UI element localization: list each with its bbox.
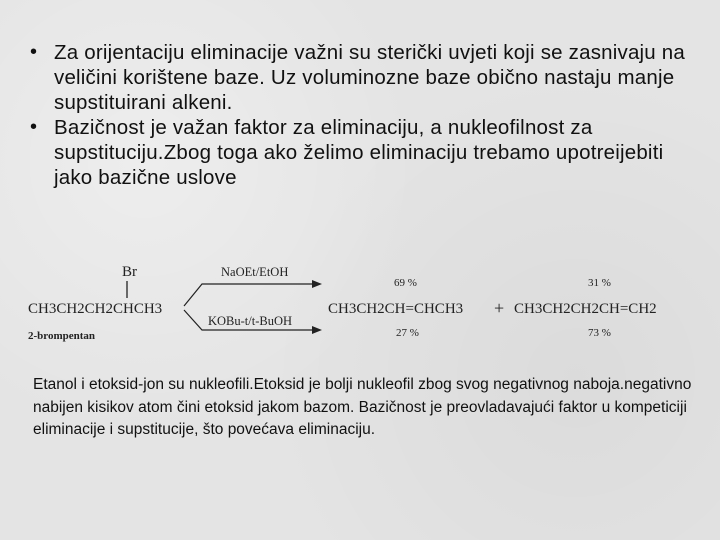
top-arrowhead — [312, 280, 322, 288]
reactant-formula: CH3CH2CH2CHCH3 — [28, 301, 163, 317]
reagent-bottom: KOBu-t/t-BuOH — [208, 314, 293, 328]
product2-yield-top: 31 % — [588, 277, 611, 289]
bullet-text: Bazičnost je važan faktor za eliminaciju, a nukleofilnost za supstituciju.Zbog toga ako želimo eliminaciju trebamo upotreijebiti jako bazične uslove — [54, 116, 664, 189]
product1-yield-top: 69 % — [394, 277, 417, 289]
bullet-text: Za orijentaciju eliminacije važni su sterički uvjeti koji se zasnivaju na veličini korištene baze. Uz voluminozne baze obično nastaju manje supstituirani alkeni. — [54, 41, 686, 114]
top-arrow — [184, 284, 316, 306]
bottom-arrowhead — [312, 326, 322, 334]
product2-formula: CH3CH2CH2CH=CH2 — [514, 301, 657, 317]
product1-formula: CH3CH2CH=CHCH3 — [328, 301, 464, 317]
reagent-top: NaOEt/EtOH — [221, 265, 289, 279]
product1-yield-bottom: 27 % — [396, 327, 419, 339]
bromine-label: Br — [122, 264, 137, 280]
reaction-scheme — [26, 254, 690, 354]
bullet-item — [30, 40, 690, 115]
bullet-list — [30, 40, 690, 190]
bullet-item — [30, 115, 690, 190]
reactant-name: 2-brompentan — [28, 330, 96, 342]
explanation-paragraph: Etanol i etoksid-jon su nukleofili.Etoksid je bolji nukleofil zbog svog negativnog naboja.negativno nabijen kisikov atom čini etoksid jakom bazom. Bazičnost je preovladavajući faktor u kompeticiji eliminacije i supstitucije, što povećava eliminaciju. — [33, 376, 692, 438]
product2-yield-bottom: 73 % — [588, 327, 611, 339]
bullet-icon: • — [30, 41, 38, 63]
bullet-icon: • — [30, 116, 38, 138]
plus-sign: + — [494, 298, 505, 318]
